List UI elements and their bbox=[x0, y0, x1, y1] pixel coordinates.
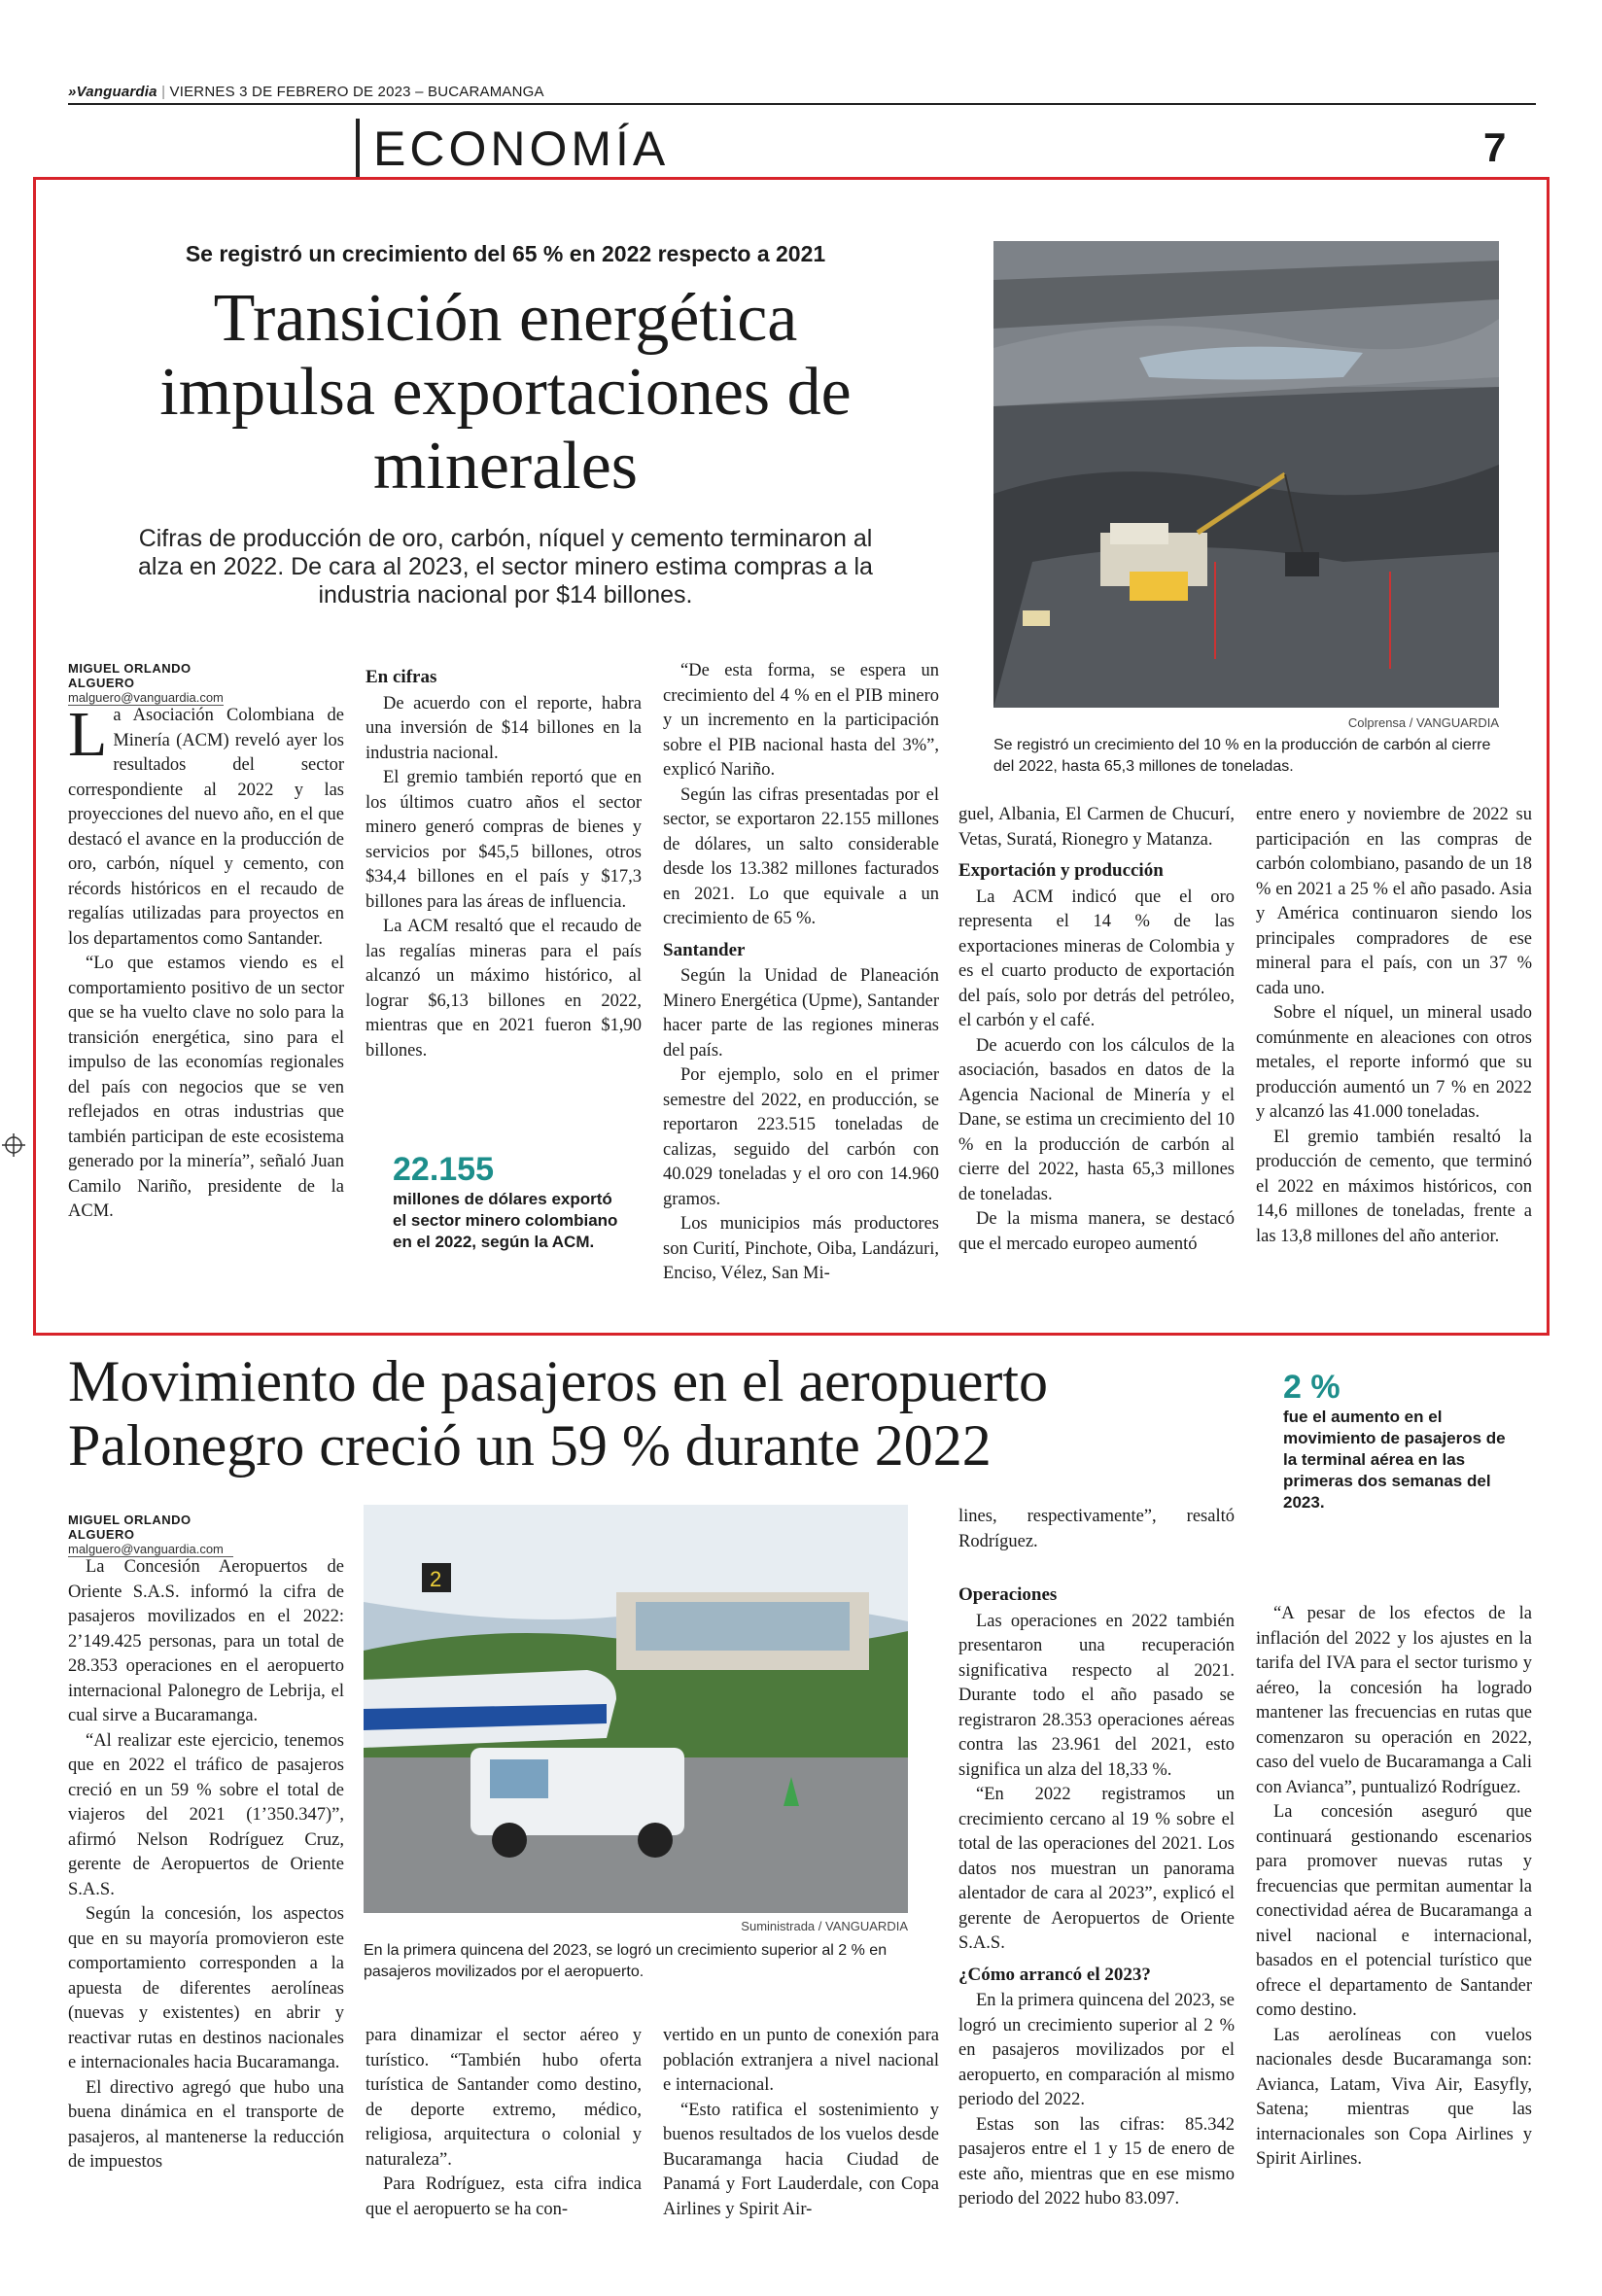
story1-column-2 bbox=[366, 659, 642, 1063]
story1-column-1 bbox=[68, 699, 344, 1225]
paragraph: En la primera quincena del 2023, se logró un crecimiento superior al 2 % en pasajeros movilizados por el aeropuerto, en comparación al mismo periodo del 2022. bbox=[958, 1991, 1235, 2109]
byline-name: MIGUEL ORLANDO ALGUERO bbox=[68, 1513, 192, 1542]
paragraph: De acuerdo con los cálculos de la asociación, basados en datos de la Agencia Nacional de Minería y el Dane, se estima un crecimiento del 10 % en la producción de carbón al cierre del 2022, hasta 65,3 millones de toneladas. bbox=[958, 1035, 1235, 1204]
section-bar bbox=[356, 119, 360, 179]
stat-description: fue el aumento en el movimiento de pasajeros de la terminal aérea en las primeras dos semanas del 2023. bbox=[1283, 1408, 1506, 1512]
subheading-como-arranco: ¿Cómo arrancó el 2023? bbox=[958, 1964, 1151, 1985]
paragraph: Según la concesión, los aspectos que en su mayoría promovieron este comportamiento corresponden a la apuesta de diferentes aerolíneas (nuevas y existentes) en abrir y reactivar rutas en destinos nacionales e internacionales hacia Bucaramanga. bbox=[68, 1904, 344, 2072]
subheading-exportacion: Exportación y producción bbox=[958, 860, 1164, 881]
paragraph: La ACM resaltó que el recaudo de las regalías mineras para el país alcanzó un máximo histórico, al lograr $6,13 billones en 2022, mientras que en 2021 fueron $1,90 billones. bbox=[366, 917, 642, 1061]
photo1-credit: Colprensa / VANGUARDIA bbox=[1347, 715, 1499, 730]
photo1-caption: Se registró un crecimiento del 10 % en la producción de carbón al cierre del 2022, hasta 65,3 millones de toneladas. bbox=[993, 737, 1491, 775]
story2-column-1 bbox=[68, 1555, 344, 2175]
story2-column-4 bbox=[958, 1577, 1235, 2212]
subheading-en-cifras: En cifras bbox=[366, 667, 437, 687]
stat-value: 22.155 bbox=[393, 1151, 494, 1188]
paragraph: entre enero y noviembre de 2022 su participación en las compras de carbón colombiano, pasando de un 18 % en 2021 a 25 % el año pasado. Asia y América continuaron siendo los principales compradores de ese mineral para el país, con un 37 % cada uno. bbox=[1256, 805, 1532, 998]
stat-callout-exports bbox=[393, 1151, 626, 1253]
story2-column-2 bbox=[366, 2024, 642, 2222]
dropcap: L bbox=[68, 699, 108, 770]
header-rule bbox=[68, 103, 1536, 105]
paragraph: El directivo agregó que hubo una buena dinámica en el transporte de pasajeros, al mantenerse la reducción de impuestos bbox=[68, 2077, 344, 2172]
section-title: ECONOMÍA bbox=[373, 122, 670, 176]
mining-photo bbox=[993, 241, 1499, 708]
story1-kicker: Se registró un crecimiento del 65 % en 2022 respecto a 2021 bbox=[185, 241, 826, 266]
brand-logo: »Vanguardia bbox=[68, 84, 157, 100]
story1-deck: Cifras de producción de oro, carbón, níquel y cemento terminaron al alza en 2022. De cara al 2023, el sector minero estima compras a la industria nacional por $14 billones. bbox=[138, 525, 873, 609]
story1-column-5 bbox=[1256, 803, 1532, 1249]
story2-column-3 bbox=[663, 2024, 939, 2222]
byline-email: malguero@vanguardia.com bbox=[68, 1542, 224, 1556]
story1-column-3 bbox=[663, 659, 939, 1287]
subheading-santander: Santander bbox=[663, 939, 746, 960]
paragraph: De acuerdo con el reporte, habra una inversión de $14 billones en la industria nacional. bbox=[366, 693, 642, 763]
photo2-caption: En la primera quincena del 2023, se logró un crecimiento superior al 2 % en pasajeros movilizados por el aeropuerto. bbox=[364, 1942, 888, 1980]
paragraph: Los municipios más productores son Curití, Pinchote, Oiba, Landázuri, Enciso, Vélez, San Mi- bbox=[663, 1214, 939, 1283]
stat-description: millones de dólares exportó el sector minero colombiano en el 2022, según la ACM. bbox=[393, 1190, 618, 1251]
paragraph: lines, respectivamente”, resaltó Rodríguez. bbox=[958, 1507, 1235, 1551]
paragraph: “De esta forma, se espera un crecimiento del 4 % en el PIB minero y un incremento en la participación sobre el PIB nacional hasta del 3%”, explicó Nariño. bbox=[663, 661, 939, 780]
paragraph: “En 2022 registramos un crecimiento cercano al 19 % sobre el total de las operaciones del 2021. Los datos nos muestran un panorama alentador de cara al 2023”, explicó el gerente de Aeropuertos de Oriente S.A.S. bbox=[958, 1785, 1235, 1953]
dateline-text: VIERNES 3 DE FEBRERO DE 2023 – BUCARAMANGA bbox=[169, 84, 544, 100]
paragraph: “Lo que estamos viendo es el comportamiento positivo de un sector que se ha vuelto clave no solo para la transición energética, sino para el impulso de las economías regionales del país con negocios que se ven reflejados en otras industrias que también participan de este ecosistema generado por la minería”, señaló Juan Camilo Nariño, presidente de la ACM. bbox=[68, 954, 344, 1221]
paragraph: Según las cifras presentadas por el sector, se exportaron 22.155 millones de dólares, un salto considerable desde los 13.382 millones facturados en 2021. Lo que equivale a un crecimiento de 65 %. bbox=[663, 784, 939, 928]
stat-value: 2 % bbox=[1283, 1369, 1341, 1406]
byline-name: MIGUEL ORLANDO ALGUERO bbox=[68, 661, 192, 690]
paragraph: De la misma manera, se destacó que el mercado europeo aumentó bbox=[958, 1209, 1235, 1254]
story1-headline: Transición energética impulsa exportaciones de minerales bbox=[159, 281, 852, 504]
paragraph: La ACM indicó que el oro representa el 14 % de las exportaciones mineras de Colombia y es el cuarto producto de exportación del país, solo por detrás del petróleo, el carbón y el café. bbox=[958, 887, 1235, 1030]
story2-byline bbox=[68, 1513, 233, 1557]
paragraph: Según la Unidad de Planeación Minero Energética (Upme), Santander hacer parte de las regiones mineras del país. bbox=[663, 966, 939, 1061]
byline-email: malguero@vanguardia.com bbox=[68, 690, 224, 705]
story2-headline: Movimiento de pasajeros en el aeropuerto Palonegro creció un 59 % durante 2022 bbox=[68, 1349, 1048, 1478]
subheading-operaciones: Operaciones bbox=[958, 1584, 1058, 1605]
page-dateline: »Vanguardia | VIERNES 3 DE FEBRERO DE 2023 – BUCARAMANGA bbox=[68, 84, 544, 100]
paragraph: Por ejemplo, solo en el primer semestre del 2022, en producción, se reportaron 223.515 toneladas de calizas, seguido del carbón con 40.029 toneladas y el oro con 14.960 gramos. bbox=[663, 1065, 939, 1209]
paragraph: La concesión aseguró que continuará gestionando escenarios para promover nuevas rutas y frecuencias que permitan aumentar la conectividad aérea de Bucaramanga a nivel nacional e internacional, basados en el potencial turístico que ofrece el departamento de Santander como destino. bbox=[1256, 1802, 1532, 2020]
story1-column-4 bbox=[958, 803, 1235, 1257]
page-number: 7 bbox=[1483, 124, 1507, 170]
paragraph: “Esto ratifica el sostenimiento y buenos resultados de los vuelos desde Bucaramanga hacia Ciudad de Panamá y Fort Lauderdale, con Copa Airlines y Spirit Air- bbox=[663, 2100, 939, 2219]
svg-text:2: 2 bbox=[430, 1567, 442, 1591]
story2-column-5 bbox=[1256, 1602, 1532, 2173]
paragraph: Estas son las cifras: 85.342 pasajeros entre el 1 y 15 de enero de este año, mientras que en ese mismo periodo del 2022 hubo 83.097. bbox=[958, 2114, 1235, 2209]
paragraph: Para Rodríguez, esta cifra indica que el aeropuerto se ha con- bbox=[366, 2174, 642, 2219]
airport-photo bbox=[364, 1505, 908, 1913]
paragraph: La Asociación Colombiana de Minería (ACM) reveló ayer los resultados del sector correspondiente al 2022 y las proyecciones del nuevo año, en el que destacó el avance en la producción de oro, carbón, níquel y cemento, con récords históricos en el recaudo de regalías utilizadas para proyectos en los departamentos como Santander. bbox=[68, 699, 344, 949]
paragraph: “Al realizar este ejercicio, tenemos que en 2022 el tráfico de pasajeros creció en un 59 % sobre el total de viajeros del 2021 (1’350.347)”, afirmó Nelson Rodríguez Cruz, gerente de Aeropuertos de Oriente S.A.S. bbox=[68, 1730, 344, 1899]
paragraph: “A pesar de los efectos de la inflación del 2022 y los ajustes en la tarifa del IVA para el sector turismo y aéreo, la concesión ha logrado mantener las frecuencias en rutas que comenzaron su operación en 2022, caso del vuelo de Bucaramanga a Cali con Avianca”, puntualizó Rodríguez. bbox=[1256, 1604, 1532, 1797]
paragraph: Las aerolíneas con vuelos nacionales desde Bucaramanga son: Avianca, Latam, Viva Air, Easyfly, Satena; mientras que las internacionales son Copa Airlines y Spirit Airlines. bbox=[1256, 2025, 1532, 2169]
story2-column-3-top bbox=[958, 1505, 1235, 1554]
paragraph: El gremio también resaltó la producción de cemento, que terminó el 2022 en máximos históricos, con 14,6 millones de toneladas, frente a las 13,8 millones del año anterior. bbox=[1256, 1127, 1532, 1246]
stat-callout-passengers bbox=[1283, 1369, 1516, 1513]
paragraph: vertido en un punto de conexión para población extranjera a nivel nacional e internacional. bbox=[663, 2026, 939, 2095]
photo2-credit: Suministrada / VANGUARDIA bbox=[741, 1919, 908, 1933]
paragraph: Las operaciones en 2022 también presentaron una recuperación significativa respecto al 2021. Durante todo el año pasado se registraron 28.353 operaciones aéreas contra las 23.961 del 2021, esto significa un alza del 18,33 %. bbox=[958, 1611, 1235, 1780]
registration-mark-icon bbox=[2, 1133, 25, 1157]
paragraph: El gremio también reportó que en los últimos cuatro años el sector minero generó compras de bienes y servicios por $45,5 billones, otros $34,4 billones en el país y $17,3 billones para las áreas de influencia. bbox=[366, 768, 642, 912]
paragraph: La Concesión Aeropuertos de Oriente S.A.S. informó la cifra de pasajeros movilizados en el 2022: 2’149.425 personas, para un total de 28.353 operaciones en el aeropuerto internacional Palonegro de Lebrija, el cual sirve a Bucaramanga. bbox=[68, 1557, 344, 1725]
paragraph: para dinamizar el sector aéreo y turístico. “También hubo oferta turística de Santander como destino, de deporte extremo, médico, religiosa, arquitectura o colonial y naturaleza”. bbox=[366, 2026, 642, 2170]
paragraph: guel, Albania, El Carmen de Chucurí, Vetas, Suratá, Rionegro y Matanza. bbox=[958, 805, 1235, 850]
paragraph: Sobre el níquel, un mineral usado comúnmente en aleaciones con otros metales, el reporte informó que su producción aumentó un 7 % en 2022 y alcanzó las 41.000 toneladas. bbox=[1256, 1003, 1532, 1122]
